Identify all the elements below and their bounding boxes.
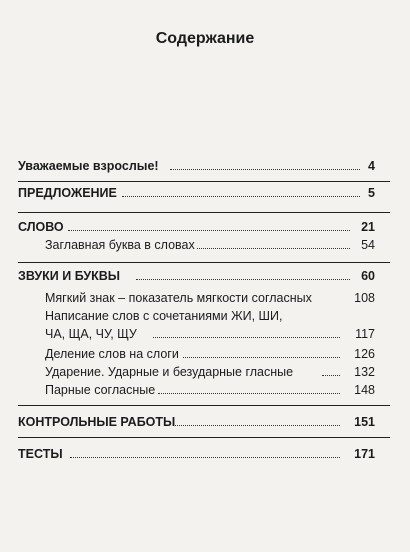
toc-entry-page: 171 — [354, 447, 375, 461]
toc-entry-label: КОНТРОЛЬНЫЕ РАБОТЫ — [18, 415, 176, 429]
toc-entry-label: Уважаемые взрослые! — [18, 159, 159, 173]
leader-dots — [197, 248, 350, 249]
leader-dots — [170, 169, 360, 170]
toc-entry — [0, 307, 410, 325]
toc-entry-label: СЛОВО — [18, 220, 64, 234]
toc-entry — [0, 218, 410, 236]
page-title: Содержание — [155, 30, 255, 47]
toc-entry-page: 117 — [355, 327, 375, 341]
toc-entry-label: ТЕСТЫ — [18, 447, 63, 461]
leader-dots — [122, 196, 360, 197]
toc-entry — [0, 236, 410, 254]
toc-entry-page: 148 — [354, 383, 375, 397]
section-divider — [18, 262, 390, 263]
leader-dots — [158, 393, 340, 394]
toc-entry — [0, 363, 410, 381]
toc-entry-page: 60 — [361, 269, 375, 283]
toc-entry-label: Ударение. Ударные и безударные гласные — [45, 365, 294, 379]
leader-dots — [153, 337, 340, 338]
toc-entry-label: Заглавная буква в словах — [45, 238, 195, 252]
toc-entry-label: ЧА, ЩА, ЧУ, ЩУ — [45, 327, 137, 341]
toc-entry-page: 54 — [361, 238, 375, 252]
toc-entry-page: 21 — [361, 220, 375, 234]
leader-dots — [70, 457, 340, 458]
toc-entry-page: 151 — [354, 415, 375, 429]
section-divider — [18, 405, 390, 406]
leader-dots — [175, 425, 340, 426]
section-divider — [18, 212, 390, 213]
toc-entry-label: Написание слов с сочетаниями ЖИ, ШИ, — [45, 309, 283, 323]
toc-entry-page: 132 — [354, 365, 375, 379]
section-divider — [18, 437, 390, 438]
section-divider — [18, 181, 390, 182]
toc-entry-label: Деление слов на слоги — [45, 347, 179, 361]
toc-entry — [0, 445, 410, 463]
toc-entry-label: ЗВУКИ И БУКВЫ — [18, 269, 121, 283]
toc-entry — [0, 289, 410, 307]
leader-dots — [68, 230, 350, 231]
toc-entry — [0, 157, 410, 175]
toc-entry — [0, 413, 410, 431]
toc-entry-page: 126 — [354, 347, 375, 361]
toc-entry — [0, 184, 410, 202]
toc-entry — [0, 325, 410, 343]
leader-dots — [322, 375, 340, 376]
leader-dots — [136, 279, 350, 280]
toc-entry — [0, 267, 410, 285]
toc-entry — [0, 345, 410, 363]
toc-entry-page: 108 — [354, 291, 375, 305]
toc-entry-label: ПРЕДЛОЖЕНИЕ — [18, 186, 117, 200]
toc-entry-page: 5 — [368, 186, 375, 200]
toc-entry-page: 4 — [368, 159, 375, 173]
leader-dots — [183, 357, 340, 358]
toc-entry-label: Парные согласные — [45, 383, 156, 397]
toc-entry — [0, 381, 410, 399]
toc-entry-label: Мягкий знак – показатель мягкости согласных — [45, 291, 312, 305]
